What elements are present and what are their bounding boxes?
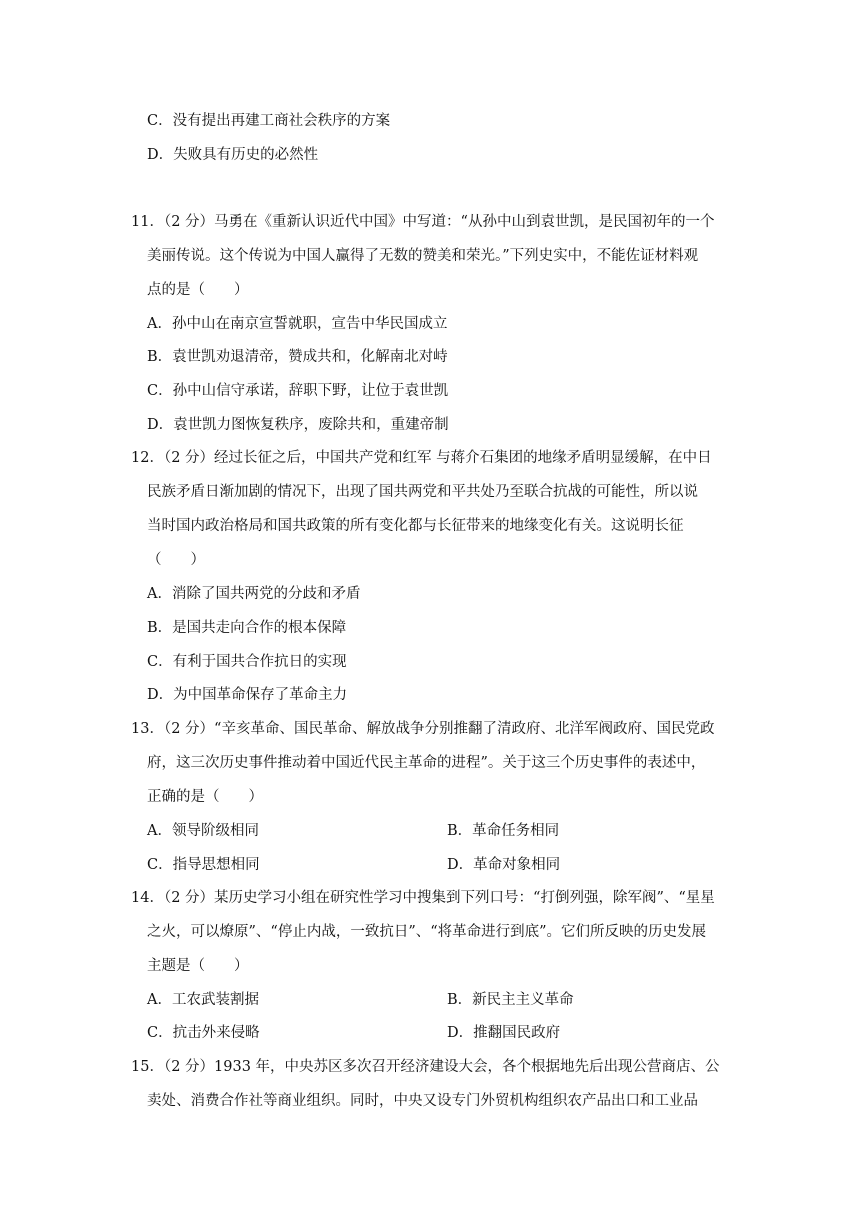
q12-option-b: B．是国共走向合作的根本保障	[147, 620, 347, 636]
q11-stem-line-1: 11．（2 分）马勇在《重新认识近代中国》中写道：“从孙中山到袁世凯，是民国初年的一个	[131, 214, 715, 230]
q15-stem-line-2: 卖处、消费合作社等商业组织。同时，中央又设专门外贸机构组织农产品出口和工业品	[147, 1093, 698, 1109]
q11-stem-line-3: 点的是（ ）	[147, 282, 249, 298]
q13-option-a: A．领导阶级相同	[147, 823, 259, 839]
q13-option-b: B．革命任务相同	[447, 823, 560, 839]
q14-option-a: A．工农武装割据	[147, 992, 259, 1008]
q14-stem-line-3: 主题是（ ）	[147, 958, 249, 974]
q12-stem-line-2: 民族矛盾日渐加剧的情况下，出现了国共两党和平共处乃至联合抗战的可能性，所以说	[147, 484, 698, 500]
q14-option-c: C．抗击外来侵略	[147, 1025, 260, 1041]
q13-option-d: D．革命对象相同	[447, 857, 561, 873]
q10-option-c: D．失败具有历史的必然性	[147, 147, 319, 163]
q11-option-a: A．孙中山在南京宣誓就职，宣告中华民国成立	[147, 316, 448, 332]
q10-option-b: C．没有提出再建工商社会秩序的方案	[147, 113, 391, 129]
q12-stem-line-3: 当时国内政治格局和国共政策的所有变化都与长征带来的地缘变化有关。这说明长征	[147, 518, 684, 534]
q13-stem-line-1: 13．（2 分）“辛亥革命、国民革命、解放战争分别推翻了清政府、北洋军阀政府、国民党政	[131, 721, 715, 737]
q12-option-d: D．为中国革命保存了革命主力	[147, 687, 348, 703]
q11-option-d: D．袁世凯力图恢复秩序，废除共和，重建帝制	[147, 417, 449, 433]
q13-option-c: C．指导思想相同	[147, 857, 260, 873]
q14-stem-line-1: 14．（2 分）某历史学习小组在研究性学习中搜集到下列口号：“打倒列强，除军阀”、“星星	[131, 890, 715, 906]
q12-option-c: C．有利于国共合作抗日的实现	[147, 654, 347, 670]
q12-stem-line-4: （ ）	[147, 552, 205, 568]
q14-option-b: B．新民主主义革命	[447, 992, 574, 1008]
q13-stem-line-3: 正确的是（ ）	[147, 789, 263, 805]
q11-option-b: B．袁世凯劝退清帝，赞成共和，化解南北对峙	[147, 349, 448, 365]
q13-stem-line-2: 府，这三次历史事件推动着中国近代民主革命的进程”。关于这三个历史事件的表述中，	[147, 755, 706, 771]
q15-stem-line-1: 15．（2 分）1933 年，中央苏区多次召开经济建设大会，各个根据地先后出现公营商店、公	[131, 1059, 720, 1075]
q11-stem-line-2: 美丽传说。这个传说为中国人赢得了无数的赞美和荣光。”下列史实中，不能佐证材料观	[147, 248, 699, 264]
q12-option-a: A．消除了国共两党的分歧和矛盾	[147, 586, 361, 602]
q14-stem-line-2: 之火，可以燎原”、“停止内战，一致抗日”、“将革命进行到底”。它们所反映的历史发展	[147, 924, 707, 940]
q12-stem-line-1: 12．（2 分）经过长征之后，中国共产党和红军 与蒋介石集团的地缘矛盾明显缓解，在中日	[131, 450, 712, 466]
q14-option-d: D．推翻国民政府	[447, 1025, 561, 1041]
q11-option-c: C．孙中山信守承诺，辞职下野，让位于袁世凯	[147, 383, 449, 399]
